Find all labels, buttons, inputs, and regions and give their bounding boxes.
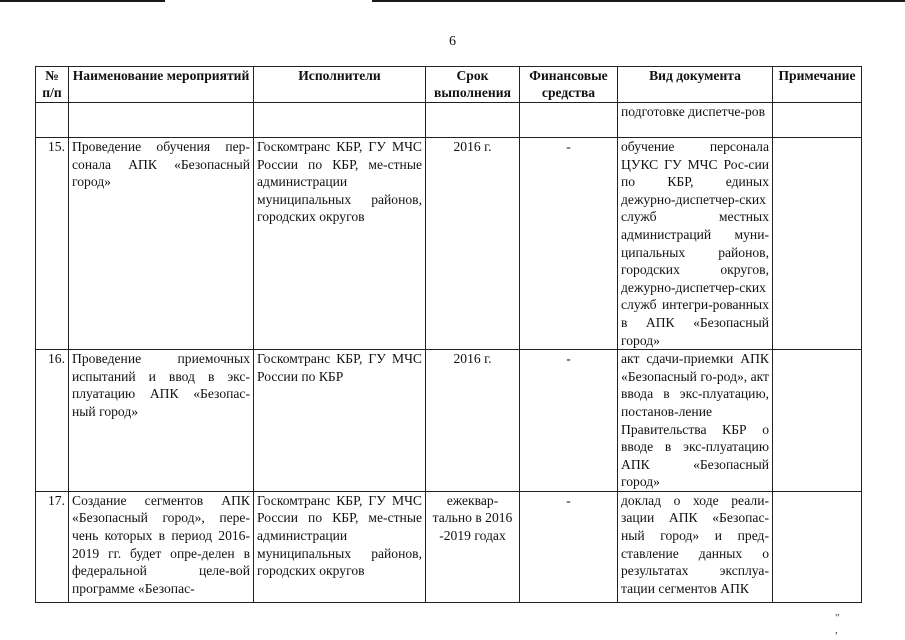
row-document-type: обучение персонала ЦУКС ГУ МЧС Рос-сии по КБР, единых дежурно-диспетчер-ских служб местных администраций муни-ципальных районов, городских округов, дежурно-диспетчер-ских служб интегри-рованных в АПК «Безопасный город» bbox=[618, 138, 773, 350]
table-row bbox=[36, 103, 862, 138]
row-number bbox=[36, 103, 69, 138]
row-number: 17. bbox=[36, 491, 69, 602]
row-finance: - bbox=[520, 138, 618, 350]
row-executors: Госкомтранс КБР, ГУ МЧС России по КБР bbox=[254, 350, 426, 492]
row-event-name: Создание сегментов АПК «Безопасный город», пере-чень которых в период 2016- 2019 гг. будет опре-делен в федеральной целе-вой программе «Безопас- bbox=[69, 491, 254, 602]
row-finance bbox=[520, 103, 618, 138]
row-executors: Госкомтранс КБР, ГУ МЧС России по КБР, ме-стные администрации муниципальных районов, городских округов bbox=[254, 491, 426, 602]
header-document-type: Вид документа bbox=[618, 67, 773, 103]
row-term: 2016 г. bbox=[426, 138, 520, 350]
scan-edge-line-left bbox=[0, 0, 165, 2]
table-header-row bbox=[36, 67, 862, 103]
row-note bbox=[773, 350, 862, 492]
row-note bbox=[773, 138, 862, 350]
row-number: 16. bbox=[36, 350, 69, 492]
row-document-type: акт сдачи-приемки АПК «Безопасный го-род», акт ввода в экс-плуатацию, постанов-ление Правительства КБР о вводе в экс-плуатацию АПК «Безопасный город» bbox=[618, 350, 773, 492]
page-number: 6 bbox=[449, 34, 456, 49]
row-finance: - bbox=[520, 491, 618, 602]
table-row bbox=[36, 350, 862, 492]
row-finance: - bbox=[520, 350, 618, 492]
header-note: Примечание bbox=[773, 67, 862, 103]
row-term: 2016 г. bbox=[426, 350, 520, 492]
table-row bbox=[36, 491, 862, 602]
header-executors: Исполнители bbox=[254, 67, 426, 103]
row-number: 15. bbox=[36, 138, 69, 350]
row-term: ежеквар-тально в 2016 -2019 годах bbox=[426, 491, 520, 602]
row-note bbox=[773, 103, 862, 138]
row-event-name: Проведение приемочных испытаний и ввод в экс-плуатацию АПК «Безопас-ный город» bbox=[69, 350, 254, 492]
row-executors bbox=[254, 103, 426, 138]
row-executors: Госкомтранс КБР, ГУ МЧС России по КБР, ме-стные администрации муниципальных районов, городских округов bbox=[254, 138, 426, 350]
row-document-type: подготовке диспетче-ров bbox=[618, 103, 773, 138]
footer-scan-marks: " , bbox=[835, 612, 866, 636]
row-event-name: Проведение обучения пер-сонала АПК «Безопасный город» bbox=[69, 138, 254, 350]
table-row bbox=[36, 138, 862, 350]
row-note bbox=[773, 491, 862, 602]
row-event-name bbox=[69, 103, 254, 138]
header-number: № п/п bbox=[36, 67, 69, 103]
row-term bbox=[426, 103, 520, 138]
row-document-type: доклад о ходе реали-зации АПК «Безопас-ный город» и пред-ставление данных о результатах эксплуа-тации сегментов АПК bbox=[618, 491, 773, 602]
scan-edge-line-right bbox=[372, 0, 905, 2]
header-finance: Финансовые средства bbox=[520, 67, 618, 103]
header-term: Срок выполнения bbox=[426, 67, 520, 103]
events-table bbox=[35, 66, 862, 603]
header-event-name: Наименование мероприятий bbox=[69, 67, 254, 103]
